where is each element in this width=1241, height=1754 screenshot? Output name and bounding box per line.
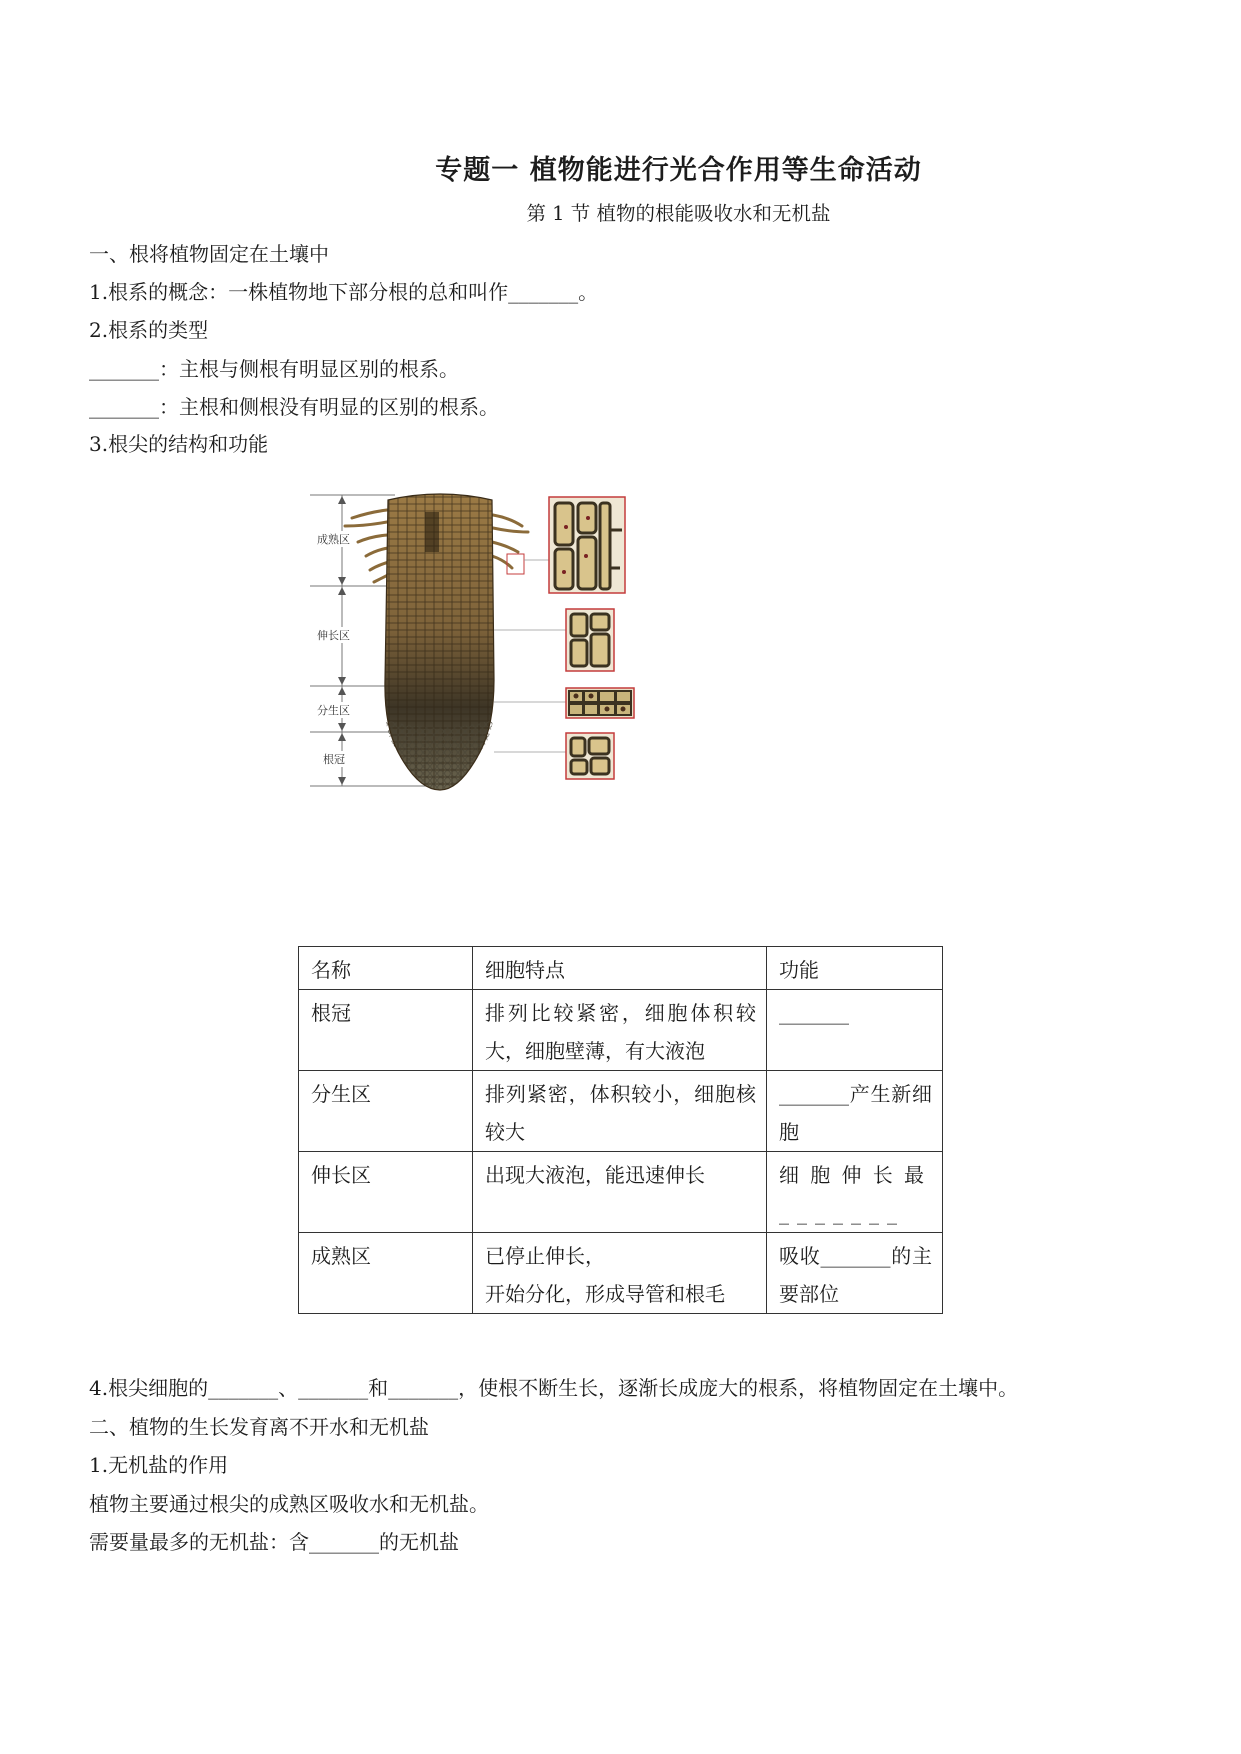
table-row — [299, 1152, 943, 1233]
svg-text:成熟区: 成熟区 — [317, 533, 350, 546]
section-subtitle: 第 1 节 植物的根能吸收水和无机盐 — [526, 202, 831, 225]
inorganic-salt-role-heading: 1.无机盐的作用 — [89, 1453, 229, 1477]
root-tip-table — [298, 946, 943, 1314]
column-header: 功能 — [767, 947, 943, 990]
fibrous-root-system-line: _______：主根和侧根没有明显的区别的根系。 — [89, 395, 499, 419]
zone-name: 成熟区 — [299, 1233, 473, 1314]
cell-features-line: 已停止伸长， — [485, 1244, 605, 1268]
cell-features-line: 开始分化，形成导管和根毛 — [485, 1282, 725, 1306]
heading-section-2: 二、植物的生长发育离不开水和无机盐 — [89, 1415, 429, 1439]
zone-name: 伸长区 — [299, 1152, 473, 1233]
most-needed-salt-line: 需要量最多的无机盐：含_______的无机盐 — [89, 1530, 459, 1554]
table-header-row — [299, 947, 943, 990]
cell-features: 排列紧密，体积较小，细胞核较大 — [473, 1071, 767, 1152]
page-title: 专题一 植物能进行光合作用等生命活动 — [435, 155, 922, 186]
cell-features — [473, 1233, 767, 1314]
zone-function: _______ — [767, 990, 943, 1071]
root-system-types-heading: 2.根系的类型 — [89, 318, 209, 342]
zone-function: _______产生新细胞 — [767, 1071, 943, 1152]
root-growth-line: 4.根尖细胞的_______、_______和_______，使根不断生长，逐渐长成庞大的根系，将植物固定在土壤中。 — [89, 1376, 1019, 1400]
zone-function: 吸收_______的主要部位 — [767, 1233, 943, 1314]
taproot-system-line: _______：主根与侧根有明显区别的根系。 — [89, 357, 459, 381]
root-tip-diagram — [290, 490, 688, 796]
zone-name: 根冠 — [299, 990, 473, 1071]
heading-section-1: 一、根将植物固定在土壤中 — [89, 242, 329, 266]
zone-name: 分生区 — [299, 1071, 473, 1152]
cell-features: 排列比较紧密，细胞体积较大，细胞壁薄，有大液泡 — [473, 990, 767, 1071]
cell-features: 出现大液泡，能迅速伸长 — [473, 1152, 767, 1233]
column-header: 名称 — [299, 947, 473, 990]
column-header: 细胞特点 — [473, 947, 767, 990]
svg-text:分生区: 分生区 — [317, 704, 350, 717]
table-row — [299, 1233, 943, 1314]
table-row — [299, 990, 943, 1071]
root-system-concept: 1.根系的概念：一株植物地下部分根的总和叫作_______。 — [89, 280, 599, 304]
table-row — [299, 1071, 943, 1152]
svg-text:伸长区: 伸长区 — [317, 629, 350, 642]
root-tip-heading: 3.根尖的结构和功能 — [89, 432, 269, 456]
zone-function: 细胞伸长最_______ — [767, 1152, 943, 1233]
absorption-line: 植物主要通过根尖的成熟区吸收水和无机盐。 — [89, 1492, 489, 1516]
svg-text:根冠: 根冠 — [323, 753, 345, 766]
